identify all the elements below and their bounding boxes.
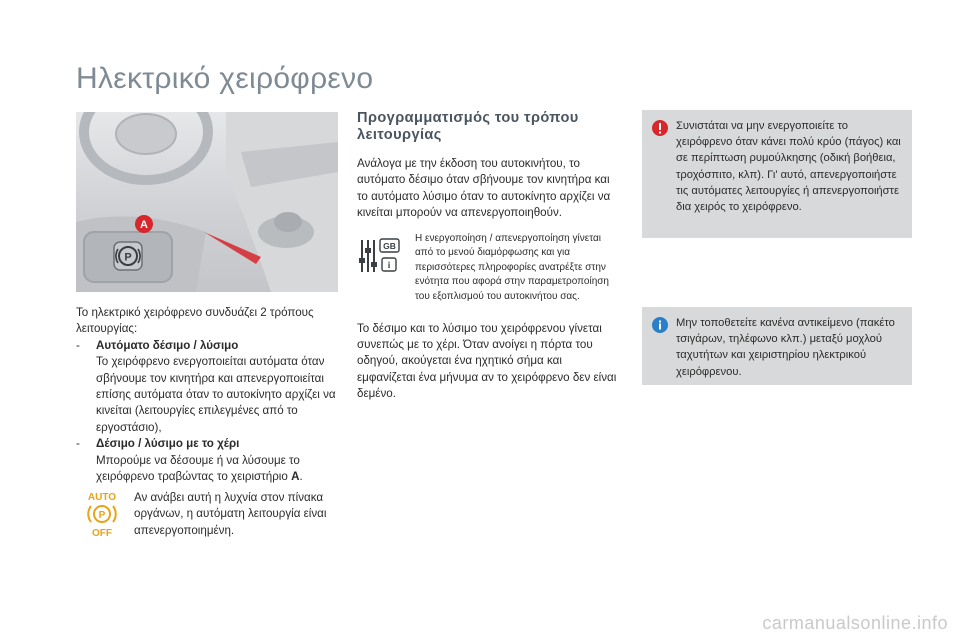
auto-off-note xyxy=(82,490,352,539)
auto-lamp-bottom-text: OFF xyxy=(92,528,112,538)
mode-heading: Δέσιμο / λύσιμο με το χέρι xyxy=(96,437,240,451)
gb-label: GB xyxy=(383,240,396,251)
info-note-box xyxy=(642,307,912,385)
parking-brake-photo xyxy=(76,112,338,292)
settings-sliders-icon xyxy=(357,236,401,276)
programming-section xyxy=(357,110,619,403)
configuration-menu-note xyxy=(357,232,619,305)
warning-note-box xyxy=(642,110,912,238)
mode-heading: Αυτόματο δέσιμο / λύσιμο xyxy=(96,338,239,352)
switch-symbol: P xyxy=(124,251,132,264)
auto-lamp-symbol: P xyxy=(98,510,106,521)
warning-text: Συνιστάται να μην ενεργοποιείτε το χειρόφρενο όταν κάνει πολύ κρύο (πάγος) και σε περίπτωση ρυμούλκησης (οδική βοήθεια, τροχόσπιτο, κλπ). Γι' αυτό, απενεργοποιήστε τις αυτόματες λειτουργίες ή απενεργοποιήστε δια χειρός το χειρόφρενο. xyxy=(676,120,901,214)
mode-item-automatic xyxy=(76,338,346,436)
console-illustration xyxy=(76,112,338,292)
auto-off-text: Αν ανάβει αυτή η λυχνία στον πίνακα οργάνων, η αυτόματη λειτουργία είναι απενεργοποιημένη. xyxy=(134,491,327,537)
mode-item-manual xyxy=(76,436,346,485)
page-title: Ηλεκτρικό χειρόφρενο xyxy=(76,62,374,95)
exclamation-warning-icon xyxy=(652,120,668,136)
watermark: carmanualsonline.info xyxy=(762,613,948,633)
programming-intro: Ανάλογα με την έκδοση του αυτοκινήτου, το αυτόματο δέσιμο όταν σβήνουμε τον κινητήρα και το αυτόματο λύσιμο όταν το αυτοκίνητο αρχίζει να κινείται μπορούν να απενεργοποιηθούν. xyxy=(357,157,611,220)
auto-off-warning-lamp-icon xyxy=(82,490,122,538)
control-reference: A xyxy=(291,470,300,484)
configuration-note-text: Η ενεργοποίηση / απενεργοποίηση γίνεται από το μενού διαμόρφωσης και για περισσότερες πληροφορίες ανατρέξτε στην ενότητα που αφορά στην παραμετροποίηση του εξοπλισμού του αυτοκινήτου σας. xyxy=(415,232,609,302)
info-text: Μην τοποθετείτε κανένα αντικείμενο (πακέτο τσιγάρων, τηλέφωνο κλπ.) μεταξύ μοχλού ταχυτήτων και χειριστηρίου ηλεκτρικού χειρόφρενου. xyxy=(676,317,895,378)
mode-description-wrapper xyxy=(96,453,346,486)
section-heading: Προγραμματισμός του τρόπου λειτουργίας xyxy=(357,110,579,143)
modes-section xyxy=(76,305,346,485)
auto-lamp-top-text: AUTO xyxy=(87,492,117,503)
sentence-end: . xyxy=(299,470,303,484)
list-dash: - xyxy=(76,437,80,451)
modes-intro: Το ηλεκτρικό χειρόφρενο συνδυάζει 2 τρόπους λειτουργίας: xyxy=(76,306,314,336)
manual-operation-text: Το δέσιμο και το λύσιμο του χειρόφρενου γίνεται συνεπώς με το χέρι. Όταν ανοίγει η πόρτα του οδηγού, ακούγεται ένα ηχητικό σήμα και εμφανίζεται ένα μήνυμα αν το χειρόφρενο δεν είναι δεμένο. xyxy=(357,321,617,401)
mode-description: Το χειρόφρενο ενεργοποιείται αυτόματα όταν σβήνουμε τον κινητήρα και απενεργοποιείται επίσης αυτόματα όταν το αυτοκίνητο αρχίζει να κινείται (λειτουργίες επιλεγμένες από το εργοστάσιο), xyxy=(96,355,336,434)
info-icon xyxy=(652,317,668,333)
mode-description: Μπορούμε να δέσουμε ή να λύσουμε το χειρόφρενο τραβώντας το χειριστήριο xyxy=(96,453,300,484)
callout-a-label: A xyxy=(140,219,148,231)
info-label: i xyxy=(387,259,391,270)
list-dash: - xyxy=(76,338,80,352)
